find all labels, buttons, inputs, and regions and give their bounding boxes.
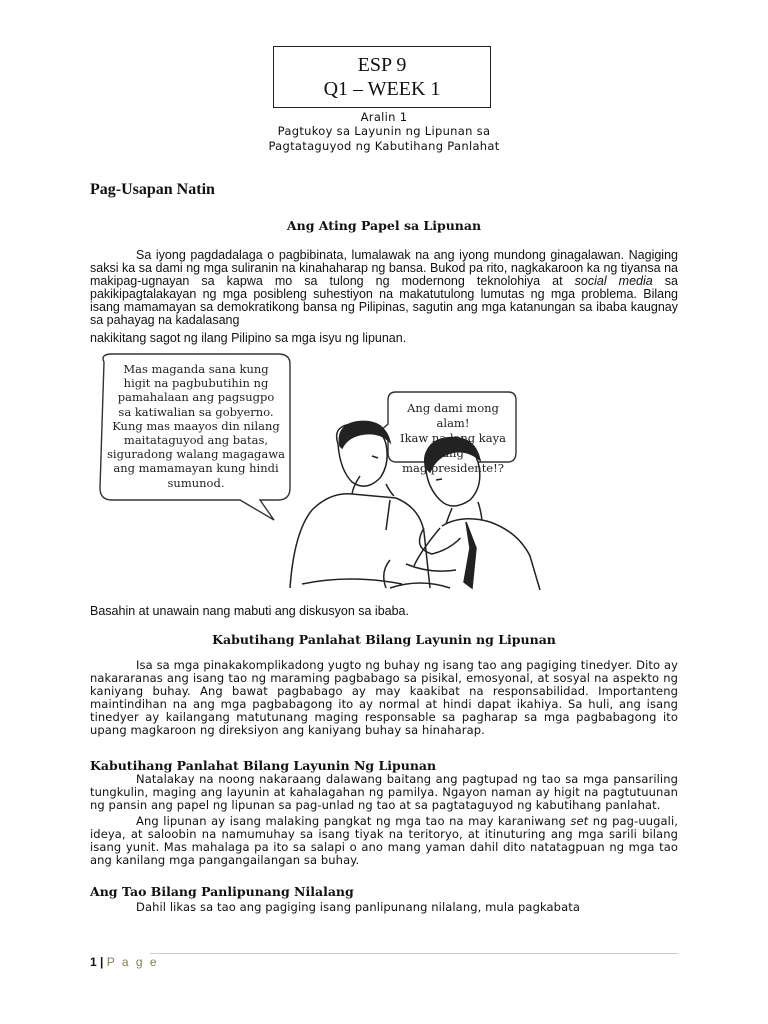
section-heading: Pag-Usapan Natin xyxy=(90,181,215,198)
society-text-a: Ang lipunan ay isang malaking pangkat ng mga tao na may karaniwang xyxy=(136,814,571,828)
lesson-label: Aralin 1 xyxy=(360,110,408,124)
reading-instruction: Basahin at unawain nang mabuti ang diskusyon sa ibaba. xyxy=(90,604,409,618)
speech-left-line: higit na pagbubutihin ng xyxy=(123,376,269,391)
quarter-week-title: Q1 – WEEK 1 xyxy=(323,78,441,100)
discussion-title: Kabutihang Panlahat Bilang Layunin ng Lipunan xyxy=(212,632,556,647)
speech-left-line: pamahalaan ang pagsugpo xyxy=(117,390,275,405)
common-good-paragraph: Natalakay na noong nakaraang dalawang baitang ang pagtupad ng tao sa mga pansariling tungkulin, maging ang layunin at kahalagahan ng pamilya. Ngayon naman ay higit na pagtutuunan ng pansin ang papel ng lipunan sa pag-unlad ng tao at sa pagtataguyod ng kabutihang panlahat. xyxy=(90,772,678,812)
intro-paragraph-end: nakikitang sagot ng ilang Pilipino sa mga isyu ng lipunan. xyxy=(90,331,407,345)
intro-text-b: sa pakikipagtalakayan ng mga posibleng suhestiyon na makatutulong lumutas ng mga problema. Bilang isang mamamayan sa demokratikong bansa ng Pilipinas, sagutin ang mga katanungan sa ibaba kaugnay sa pahayag na kadalasang xyxy=(90,274,678,327)
social-being-paragraph: Dahil likas sa tao ang pagiging isang panlipunang nilalang, mula pagkabata xyxy=(136,900,580,914)
society-text-b: ng pag-uugali, ideya, at saloobin na namumuhay sa isang tiyak na teritoryo, at itinuturing ang mga sarili bilang isang yunit. Mas mahalaga pa ito sa salapi o ano mang yaman dahil dito natatagpuan ng mga tao ang kanilang mga pangangailangan sa buhay. xyxy=(90,814,678,867)
page-number: 1 xyxy=(90,955,97,969)
subsection-heading-social-being: Ang Tao Bilang Panlipunang Nilalang xyxy=(90,884,354,899)
speech-left-line: Kung mas maayos din nilang xyxy=(112,418,280,433)
speech-left-line: sa katiwalian sa gobyerno. xyxy=(118,404,274,419)
intro-text-italic: social media xyxy=(574,274,653,288)
speech-left-line: siguradong walang magagawa xyxy=(107,447,285,462)
subject-title: ESP 9 xyxy=(357,54,407,76)
speech-right-line: Ikaw na lang kaya ang xyxy=(400,431,506,460)
lesson-subtitle-1: Pagtukoy sa Layunin ng Lipunan sa xyxy=(277,124,491,138)
society-text-italic: set xyxy=(570,814,589,828)
title-box xyxy=(273,46,491,108)
discussion-paragraph: Isa sa mga pinakakomplikadong yugto ng buhay ng isang tao ang pagiging tinedyer. Dito ay nakararanas ang isang tao ng maraming pagbabago sa pisikal, emosyonal, at sosyal na aspekto ng kaniyang buhay. Ang bawat pagbabago ay may kaakibat na responsabilidad. Importanteng maintindihan na ang mga pagbabagong ito ay normal at hindi dapat ikahiya. Sa huli, ang isang tinedyer ay kailangang matutunang maging responsable sa pagharap sa mga pagbabagong ito upang magkaroon ng direksiyon ang kaniyang buhay sa hinaharap. xyxy=(90,658,678,737)
speech-right-line: Ang dami mong alam! xyxy=(407,401,499,430)
speech-text-right xyxy=(392,401,514,476)
speech-text-left xyxy=(104,362,288,490)
footer-divider xyxy=(150,953,678,954)
intro-text-a: Sa iyong pagdadalaga o pagbibinata, lumalawak na ang iyong mundong ginagalawan. Nagiging saksi ka sa dami ng mga suliranin na kinahaharap ng bansa. Bukod pa rito, nagkakaroon ka ng tiyansa na makipag-ugnayan sa kapwa mo sa tulong ng modernong teknolohiya at xyxy=(90,248,678,288)
intro-paragraph xyxy=(90,249,678,327)
speech-left-line: Mas maganda sana kung xyxy=(123,362,269,376)
page-footer xyxy=(90,955,159,969)
lesson-subtitle-2: Pagtataguyod ng Kabutihang Panlahat xyxy=(268,139,500,153)
section-title: Ang Ating Papel sa Lipunan xyxy=(286,218,482,233)
subsection-heading-common-good: Kabutihang Panlahat Bilang Layunin Ng Lipunan xyxy=(90,758,437,773)
speech-left-line: sumunod. xyxy=(167,475,225,490)
speech-left-line: ang mamamayan kung hindi xyxy=(113,461,279,476)
society-paragraph xyxy=(90,815,678,867)
footer-separator: | xyxy=(100,955,104,969)
speech-right-line: mag presidente!? xyxy=(402,461,504,475)
speech-left-line: maitataguyod ang batas, xyxy=(123,433,269,448)
page-label: P a g e xyxy=(106,955,159,969)
